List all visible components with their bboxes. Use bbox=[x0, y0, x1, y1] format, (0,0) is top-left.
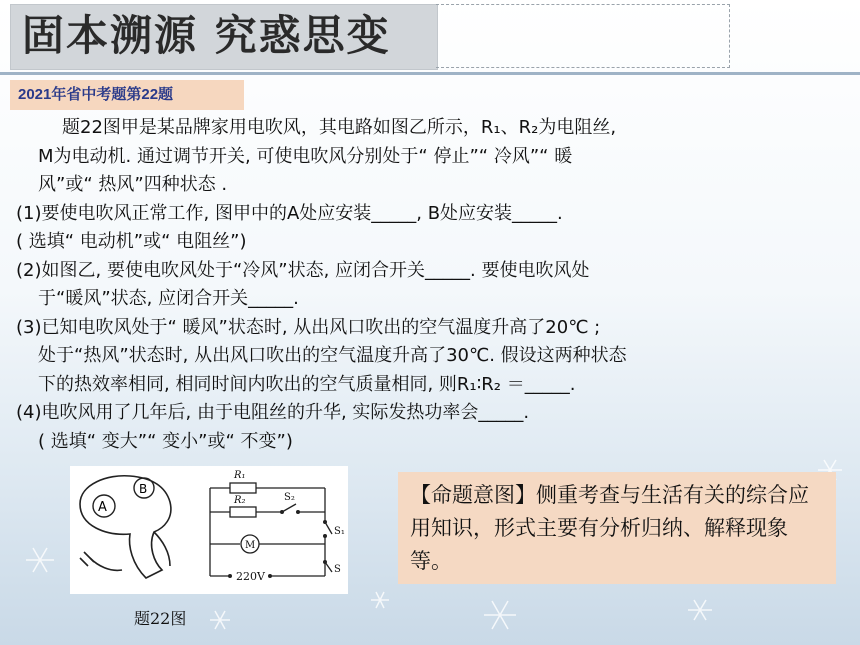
page-title: 固本溯源 究惑思变 bbox=[22, 11, 391, 60]
question-line: 风”或“ 热风”四种状态 . bbox=[38, 174, 228, 195]
figure-caption: 题22图 bbox=[134, 609, 187, 628]
question-intent-box: 【命题意图】侧重考查与生活有关的综合应用知识，形式主要有分析归纳、解释现象等。 bbox=[398, 472, 836, 584]
label-a: A bbox=[98, 500, 107, 515]
question-line: 下的热效率相同, 相同时间内吹出的空气质量相同, 则R₁∶R₂ ＝_____. bbox=[38, 373, 576, 395]
label-s2: S₂ bbox=[284, 492, 295, 503]
label-r2: R₂ bbox=[234, 495, 246, 506]
question-line: (4)电吹风用了几年后, 由于电阻丝的升华, 实际发热功率会_____. bbox=[16, 402, 530, 423]
label-s: S bbox=[334, 564, 341, 575]
label-r1: R₁ bbox=[234, 470, 246, 481]
circuit-figure bbox=[70, 466, 348, 594]
question-line: ( 选填“ 变大”“ 变小”或“ 不变”) bbox=[38, 430, 293, 452]
hair-dryer-drawing bbox=[80, 476, 171, 578]
circuit-figure-svg bbox=[70, 466, 348, 594]
question-text bbox=[16, 114, 846, 456]
question-line: (3)已知电吹风处于“ 暖风”状态时, 从出风口吹出的空气温度升高了20℃ ; bbox=[16, 316, 601, 338]
label-b: B bbox=[139, 482, 148, 496]
question-line: 题22图甲是某品牌家用电吹风，其电路如图乙所示，R₁、R₂为电阻丝, bbox=[62, 117, 617, 138]
title-dashed-frame bbox=[436, 4, 730, 68]
question-source-badge: 2021年省中考题第22题 bbox=[10, 80, 244, 110]
question-line: 处于“热风”状态时, 从出风口吹出的空气温度升高了30℃. 假设这两种状态 bbox=[38, 345, 627, 366]
question-line: ( 选填“ 电动机”或“ 电阻丝”) bbox=[16, 231, 247, 252]
label-s1: S₁ bbox=[334, 526, 345, 537]
circuit-wires bbox=[210, 483, 332, 576]
question-line: M为电动机. 通过调节开关, 可使电吹风分别处于“ 停止”“ 冷风”“ 暖 bbox=[38, 145, 573, 167]
question-line: (1)要使电吹风正常工作, 图甲中的A处应安装_____, B处应安装_____. bbox=[16, 202, 563, 224]
label-motor: M bbox=[245, 540, 256, 551]
question-line: 于“暖风”状态, 应闭合开关_____. bbox=[38, 288, 299, 309]
title-divider bbox=[0, 72, 860, 75]
question-line: (2)如图乙, 要使电吹风处于“冷风”状态, 应闭合开关_____. 要使电吹风处 bbox=[16, 259, 590, 281]
label-voltage: 220V bbox=[236, 570, 265, 583]
